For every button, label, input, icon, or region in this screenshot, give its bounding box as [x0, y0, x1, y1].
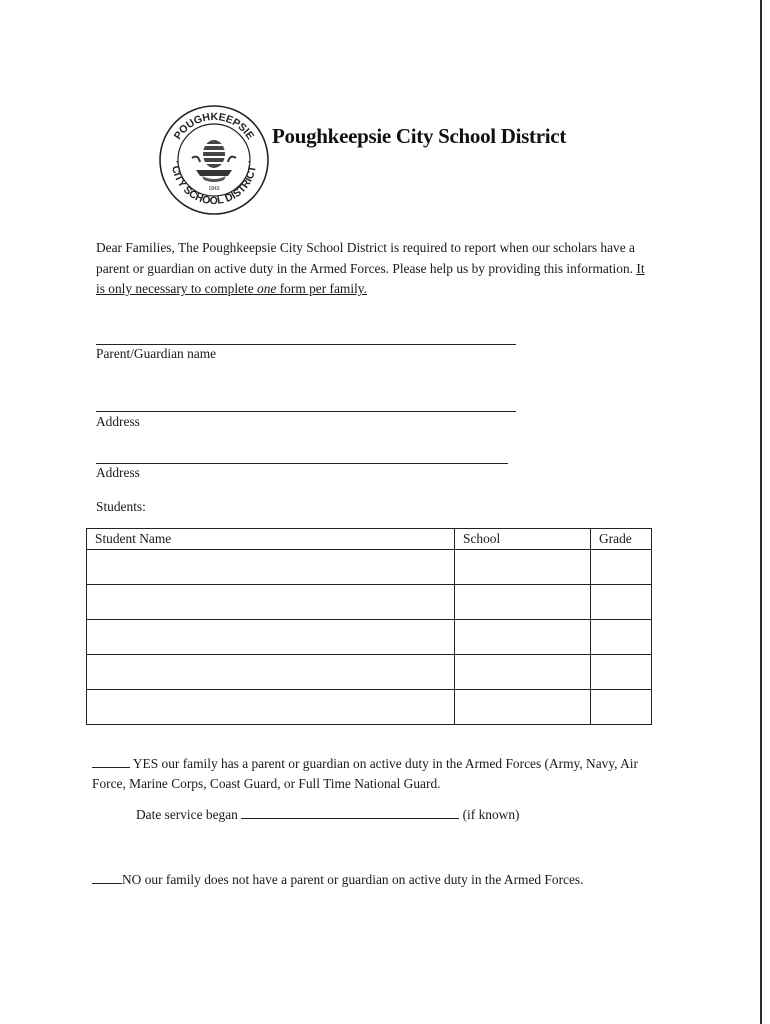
table-row	[87, 690, 652, 725]
yes-option	[92, 754, 640, 794]
no-option-text: NO our family does not have a parent or guardian on active duty in the Armed Forces.	[122, 872, 584, 887]
school-cell[interactable]	[455, 620, 591, 655]
header-grade: Grade	[591, 529, 652, 550]
student-name-cell[interactable]	[87, 690, 455, 725]
header-student-name: Student Name	[87, 529, 455, 550]
date-service-field[interactable]	[241, 806, 459, 819]
seal-year: 1843	[208, 186, 220, 192]
table-row	[87, 655, 652, 690]
district-title: Poughkeepsie City School District	[272, 124, 567, 148]
date-service-label: Date service began	[136, 807, 238, 822]
school-cell[interactable]	[455, 585, 591, 620]
address-label-2: Address	[96, 465, 140, 480]
page-edge	[760, 0, 762, 1024]
grade-cell[interactable]	[591, 690, 652, 725]
no-option	[92, 870, 583, 890]
students-table	[86, 528, 652, 725]
school-cell[interactable]	[455, 690, 591, 725]
no-checkbox-blank[interactable]	[92, 871, 122, 884]
school-cell[interactable]	[455, 550, 591, 585]
svg-text:•: •	[248, 160, 251, 166]
svg-text:•: •	[176, 160, 179, 166]
parent-name-label: Parent/Guardian name	[96, 346, 217, 361]
district-seal-icon	[158, 104, 270, 216]
address-label-1: Address	[96, 414, 140, 429]
student-name-cell[interactable]	[87, 655, 455, 690]
students-label: Students:	[96, 499, 146, 514]
header-school: School	[455, 529, 591, 550]
intro-text: Dear Families, The Poughkeepsie City School District is required to report when our scholars have a parent or guardian on active duty in the Armed Forces. Please help us by providing this information.	[96, 240, 635, 276]
grade-cell[interactable]	[591, 620, 652, 655]
table-row	[87, 585, 652, 620]
date-service-suffix: (if known)	[462, 807, 520, 822]
address-field-1[interactable]	[96, 411, 516, 412]
grade-cell[interactable]	[591, 550, 652, 585]
school-cell[interactable]	[455, 655, 591, 690]
grade-cell[interactable]	[591, 585, 652, 620]
intro-paragraph	[96, 238, 656, 300]
seal-bottom-text: CITY SCHOOL DISTRICT	[169, 164, 259, 208]
table-row	[87, 620, 652, 655]
date-service-row	[136, 805, 520, 825]
student-name-cell[interactable]	[87, 550, 455, 585]
address-field-2[interactable]	[96, 463, 508, 464]
grade-cell[interactable]	[591, 655, 652, 690]
seal-top-text: POUGHKEEPSIE	[171, 110, 257, 142]
table-header-row	[87, 529, 652, 550]
yes-checkbox-blank[interactable]	[92, 755, 130, 768]
student-name-cell[interactable]	[87, 620, 455, 655]
parent-name-field[interactable]	[96, 344, 516, 345]
yes-option-text: YES our family has a parent or guardian on active duty in the Armed Forces (Army, Navy, Air Force, Marine Corps, Coast Guard, or Full Time National Guard.	[92, 756, 638, 791]
student-name-cell[interactable]	[87, 585, 455, 620]
intro-instruction: It is only necessary to complete one form per family.	[96, 260, 645, 296]
table-row	[87, 550, 652, 585]
